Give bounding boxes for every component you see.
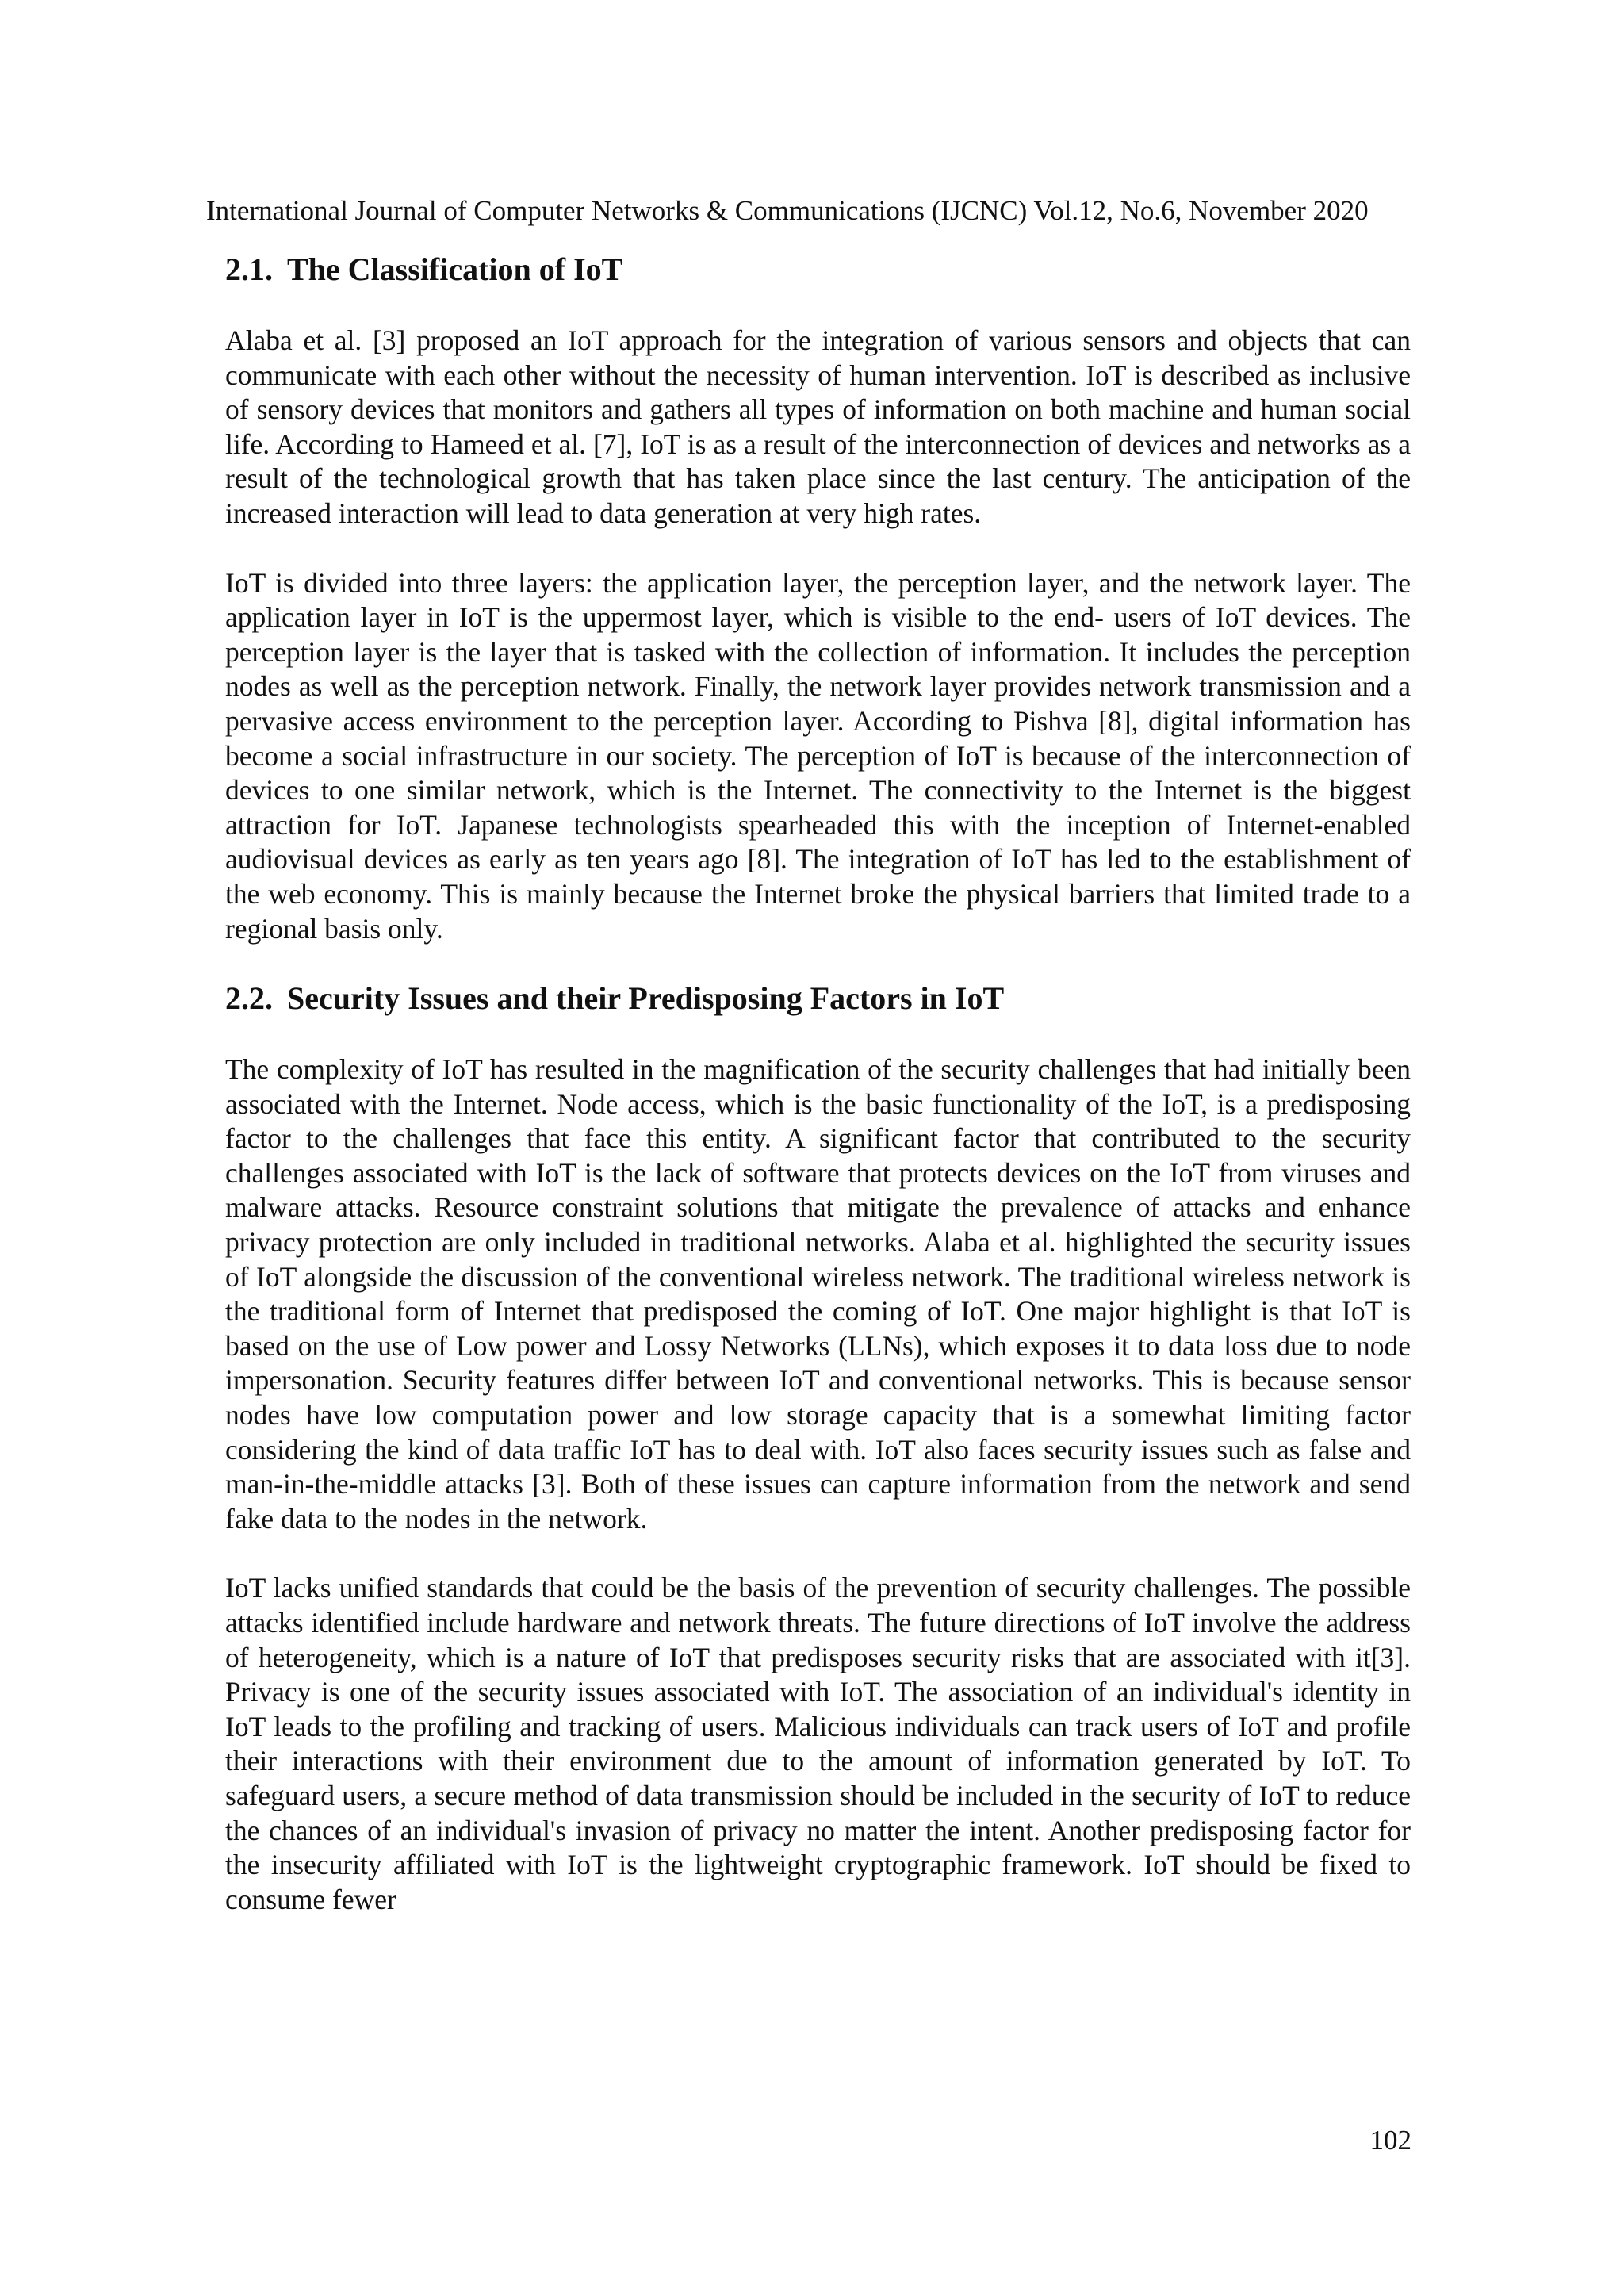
- section-heading-classification: [225, 251, 1411, 289]
- paragraph-security-1: The complexity of IoT has resulted in the magnification of the security challenges that had initially been associated with the Internet. Node access, which is the basic functionality of the IoT, is a predisposing factor to the challenges that face this entity. A significant factor that contributed to the security challenges associated with IoT is the lack of software that protects devices on the IoT from viruses and malware attacks. Resource constraint solutions that mitigate the prevalence of attacks and enhance privacy protection are only included in traditional networks. Alaba et al. highlighted the security issues of IoT alongside the discussion of the conventional wireless network. The traditional wireless network is the traditional form of Internet that predisposed the coming of IoT. One major highlight is that IoT is based on the use of Low power and Lossy Networks (LLNs), which exposes it to data loss due to node impersonation. Security features differ between IoT and conventional networks. This is because sensor nodes have low computation power and low storage capacity that is a somewhat limiting factor considering the kind of data traffic IoT has to deal with. IoT also faces security issues such as false and man-in-the-middle attacks [3]. Both of these issues can capture information from the network and send fake data to the nodes in the network.: [225, 1053, 1411, 1535]
- section-heading-security: [225, 979, 1411, 1018]
- section-number: 2.2.: [225, 980, 273, 1017]
- page-body: [225, 251, 1411, 1917]
- paragraph-classification-2: IoT is divided into three layers: the application layer, the perception layer, and the network layer. The application layer in IoT is the uppermost layer, which is visible to the end- users of IoT devices. The perception layer is the layer that is tasked with the collection of information. It includes the perception nodes as well as the perception network. Finally, the network layer provides network transmission and a pervasive access environment to the perception layer. According to Pishva [8], digital information has become a social infrastructure in our society. The perception of IoT is because of the interconnection of devices to one similar network, which is the Internet. The connectivity to the Internet is the biggest attraction for IoT. Japanese technologists spearheaded this with the inception of Internet-enabled audiovisual devices as early as ten years ago [8]. The integration of IoT has led to the establishment of the web economy. This is mainly because the Internet broke the physical barriers that limited trade to a regional basis only.: [225, 566, 1411, 945]
- section-title: The Classification of IoT: [287, 251, 623, 287]
- page-number: 102: [1369, 2125, 1411, 2156]
- paragraph-classification-1: Alaba et al. [3] proposed an IoT approach for the integration of various sensors and objects that can communicate with each other without the necessity of human intervention. IoT is described as inclusive of sensory devices that monitors and gathers all types of information on both machine and human social life. According to Hameed et al. [7], IoT is as a result of the interconnection of devices and networks as a result of the technological growth that has taken place since the last century. The anticipation of the increased interaction will lead to data generation at very high rates.: [225, 324, 1411, 529]
- section-number: 2.1.: [225, 251, 273, 287]
- journal-header: International Journal of Computer Networks & Communications (IJCNC) Vol.12, No.6, November 2020: [206, 195, 1369, 226]
- section-title: Security Issues and their Predisposing Factors in IoT: [287, 980, 1005, 1017]
- paragraph-security-2: IoT lacks unified standards that could be the basis of the prevention of security challenges. The possible attacks identified include hardware and network threats. The future directions of IoT involve the address of heterogeneity, which is a nature of IoT that predisposes security risks that are associated with it[3]. Privacy is one of the security issues associated with IoT. The association of an individual's identity in IoT leads to the profiling and tracking of users. Malicious individuals can track users of IoT and profile their interactions with their environment due to the amount of information generated by IoT. To safeguard users, a secure method of data transmission should be included in the security of IoT to reduce the chances of an individual's invasion of privacy no matter the intent. Another predisposing factor for the insecurity affiliated with IoT is the lightweight cryptographic framework. IoT should be fixed to consume fewer: [225, 1572, 1411, 1915]
